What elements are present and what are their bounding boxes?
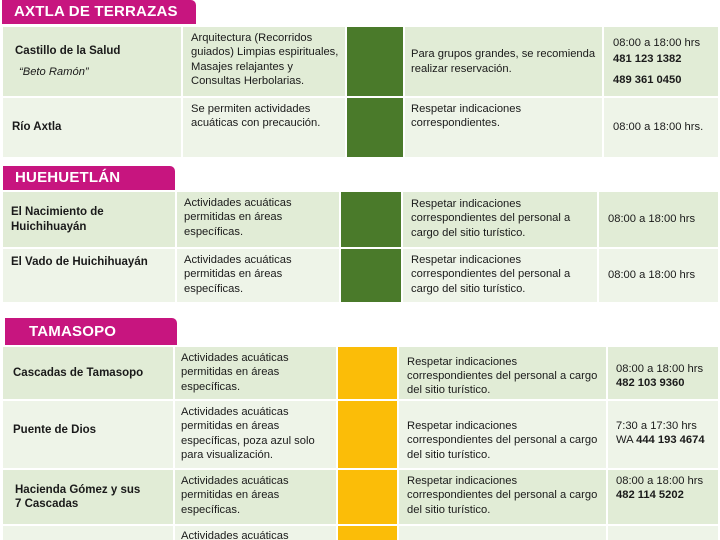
hours-nacimiento: 08:00 a 18:00 hrs [599,192,718,247]
site-name-partial [3,526,173,540]
notes-puente-de-dios: Respetar indicaciones correspondientes del personal a cargo del sitio turístico. [399,401,606,468]
activities-rio-axtla: Se permiten actividades acuáticas con precaución. [183,98,345,157]
notes-vado: Respetar indicaciones correspondientes del personal a cargo del sitio turístico. [403,249,597,302]
status-indicator-partial [338,526,397,540]
status-indicator-cascadas-tamasopo [338,347,397,399]
hours-castillo: 08:00 a 18:00 hrs 481 123 1382 489 361 0450 [604,27,718,96]
hours-hacienda-gomez: 08:00 a 18:00 hrs 482 114 5202 [608,470,718,524]
section-header-huehuetlan [3,166,175,190]
site-name-castillo: Castillo de la Salud “Beto Ramón” [3,27,181,96]
section-title: TAMASOPO [29,323,117,340]
hours-partial [608,526,718,540]
site-name-puente-de-dios: Puente de Dios [3,401,173,468]
section-header-axtla [2,0,196,24]
activities-puente-de-dios: Actividades acuáticas permitidas en áreas específicas, poza azul solo para visualización. [175,401,336,468]
section-title: AXTLA DE TERRAZAS [14,3,178,20]
status-indicator-puente-de-dios [338,401,397,468]
hours-cascadas-tamasopo: 08:00 a 18:00 hrs 482 103 9360 [608,347,718,399]
activities-cascadas-tamasopo: Actividades acuáticas permitidas en áreas específicas. [175,347,336,399]
section-title: HUEHUETLÁN [15,169,121,186]
section-header-tamasopo [5,318,177,345]
notes-cascadas-tamasopo: Respetar indicaciones correspondientes del personal a cargo del sitio turístico. [399,347,606,399]
hours-vado: 08:00 a 18:00 hrs [599,249,718,302]
notes-castillo: Para grupos grandes, se recomienda realizar reservación. [405,27,602,96]
notes-hacienda-gomez: Respetar indicaciones correspondientes del personal a cargo del sitio turístico. [399,470,606,524]
status-indicator-hacienda-gomez [338,470,397,524]
site-name-vado: El Vado de Huichihuayán [3,249,175,302]
activities-castillo: Arquitectura (Recorridos guiados) Limpias espirituales, Masajes relajantes y Consultas Herbolarias. [183,27,345,96]
site-name-nacimiento: El Nacimiento de Huichihuayán [3,192,175,247]
site-name-rio-axtla: Río Axtla [3,98,181,157]
notes-nacimiento: Respetar indicaciones correspondientes del personal a cargo del sitio turístico. [403,192,597,247]
activities-hacienda-gomez: Actividades acuáticas permitidas en áreas específicas. [175,470,336,524]
hours-rio-axtla: 08:00 a 18:00 hrs. [604,98,718,157]
status-indicator-rio-axtla [347,98,403,157]
status-indicator-vado [341,249,401,302]
status-indicator-nacimiento [341,192,401,247]
activities-partial: Actividades acuáticas [175,526,336,540]
activities-nacimiento: Actividades acuáticas permitidas en áreas específicas. [177,192,339,247]
notes-rio-axtla: Respetar indicaciones correspondientes. [405,98,602,157]
activities-vado: Actividades acuáticas permitidas en áreas específicas. [177,249,339,302]
status-indicator-castillo [347,27,403,96]
site-name-hacienda-gomez: Hacienda Gómez y sus 7 Cascadas [3,470,173,524]
site-name-cascadas-tamasopo: Cascadas de Tamasopo [3,347,173,399]
notes-partial [399,526,606,540]
hours-puente-de-dios: 7:30 a 17:30 hrs WA 444 193 4674 [608,401,718,468]
